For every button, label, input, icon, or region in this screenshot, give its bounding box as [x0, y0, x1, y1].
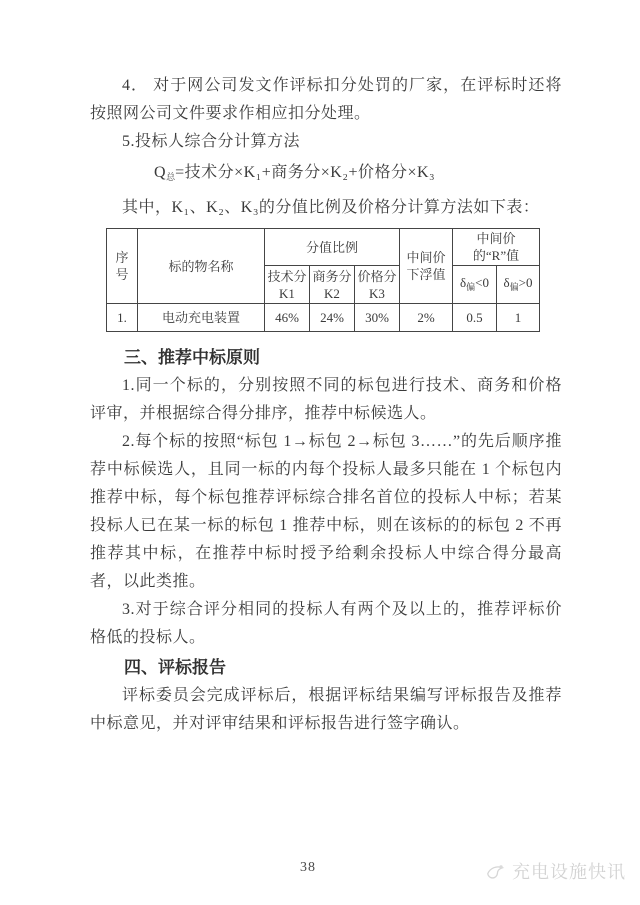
score-ratio-table	[106, 228, 540, 332]
document-body	[90, 72, 562, 738]
th-delta-positive	[497, 266, 540, 304]
cell-serial: 1.	[107, 304, 138, 332]
paragraph-item-5: 5.投标人综合分计算方法	[122, 133, 301, 150]
cell-delta-negative: 0.5	[453, 304, 497, 332]
watermark	[485, 858, 626, 884]
th-tech-l2: K1	[279, 285, 295, 301]
th-biz-l1: 商务分	[312, 268, 352, 284]
table-row	[107, 304, 540, 332]
section3-paragraph-1: 1.同一个标的，分别按照不同的标包进行技术、商务和价格评审，并根据综合得分排序，推荐中标候选人。	[90, 377, 562, 422]
delta-symbol: δ	[460, 274, 467, 290]
section-heading-3: 三、推荐中标原则	[124, 348, 260, 367]
th-business-score	[310, 266, 355, 304]
cell-tech-score: 46%	[265, 304, 310, 332]
section3-paragraph-2: 2.每个标的按照“标包 1→标包 2→标包 3……”的先后顺序推荐中标候选人，且同一标的内每个投标人最多只能在 1 个标包内推荐中标，每个标包推荐评标综合排名首位的投标人中标；若某投标人已在某一标的标包 1 推荐中标，则在该标的的标包 2 不再推荐其中标，在推荐中标时授予给剩余投标人中综合得分最高者，以此类推。	[90, 433, 562, 590]
th-mid-l2: 下浮值	[406, 267, 446, 282]
delta-comparator: >0	[518, 274, 533, 290]
formula-q: Q	[154, 164, 167, 181]
th-serial-l2: 号	[115, 267, 129, 282]
cell-mid-price-float: 2%	[400, 304, 453, 332]
formula-q-subscript: 总	[166, 172, 176, 182]
th-tech-l1: 技术分	[267, 268, 307, 284]
cell-delta-positive: 1	[497, 304, 540, 332]
cell-business-score: 24%	[310, 304, 355, 332]
delta-comparator: <0	[475, 274, 489, 290]
th-score-ratio-group: 分值比例	[265, 229, 400, 266]
th-price-l2: K3	[369, 285, 385, 301]
page-number: 38	[300, 860, 316, 875]
th-tech-score	[265, 266, 310, 304]
th-price-l1: 价格分	[357, 268, 397, 284]
watermark-logo-icon	[485, 860, 507, 882]
section-heading-4: 四、评标报告	[124, 658, 226, 677]
table-intro: 其中，K₁、K₂、K₃的分值比例及价格分计算方法如下表：	[122, 199, 540, 216]
section3-paragraph-3: 3.对于综合评分相同的投标人有两个及以上的，推荐评标价格低的投标人。	[90, 601, 562, 646]
cell-price-score: 30%	[355, 304, 400, 332]
delta-symbol: δ	[503, 274, 510, 290]
th-serial-number	[107, 229, 138, 304]
delta-subscript: 偏	[466, 281, 476, 292]
paragraph-item-4: 4． 对于网公司发文作评标扣分处罚的厂家，在评标时还将按照网公司文件要求作相应扣分处理。	[90, 77, 562, 122]
th-subject-name: 标的物名称	[138, 229, 265, 304]
section4-paragraph-1: 评标委员会完成评标后，根据评标结果编写评标报告及推荐中标意见，并对评审结果和评标报告进行签字确认。	[90, 687, 562, 732]
delta-subscript: 偏	[509, 281, 519, 292]
th-mid-l1: 中间价	[406, 250, 446, 265]
watermark-text: 充电设施快讯	[512, 862, 626, 882]
th-price-score	[355, 266, 400, 304]
th-r-value-group: 中间价的“R”值	[453, 229, 540, 266]
th-delta-negative	[453, 266, 497, 304]
th-biz-l2: K2	[324, 285, 340, 301]
th-mid-price-float	[400, 229, 453, 304]
cell-subject-name: 电动充电装置	[138, 304, 265, 332]
formula-body: =技术分×K₁+商务分×K₂+价格分×K₃	[175, 164, 436, 181]
th-serial-l1: 序	[115, 250, 129, 265]
formula-line	[90, 159, 562, 191]
